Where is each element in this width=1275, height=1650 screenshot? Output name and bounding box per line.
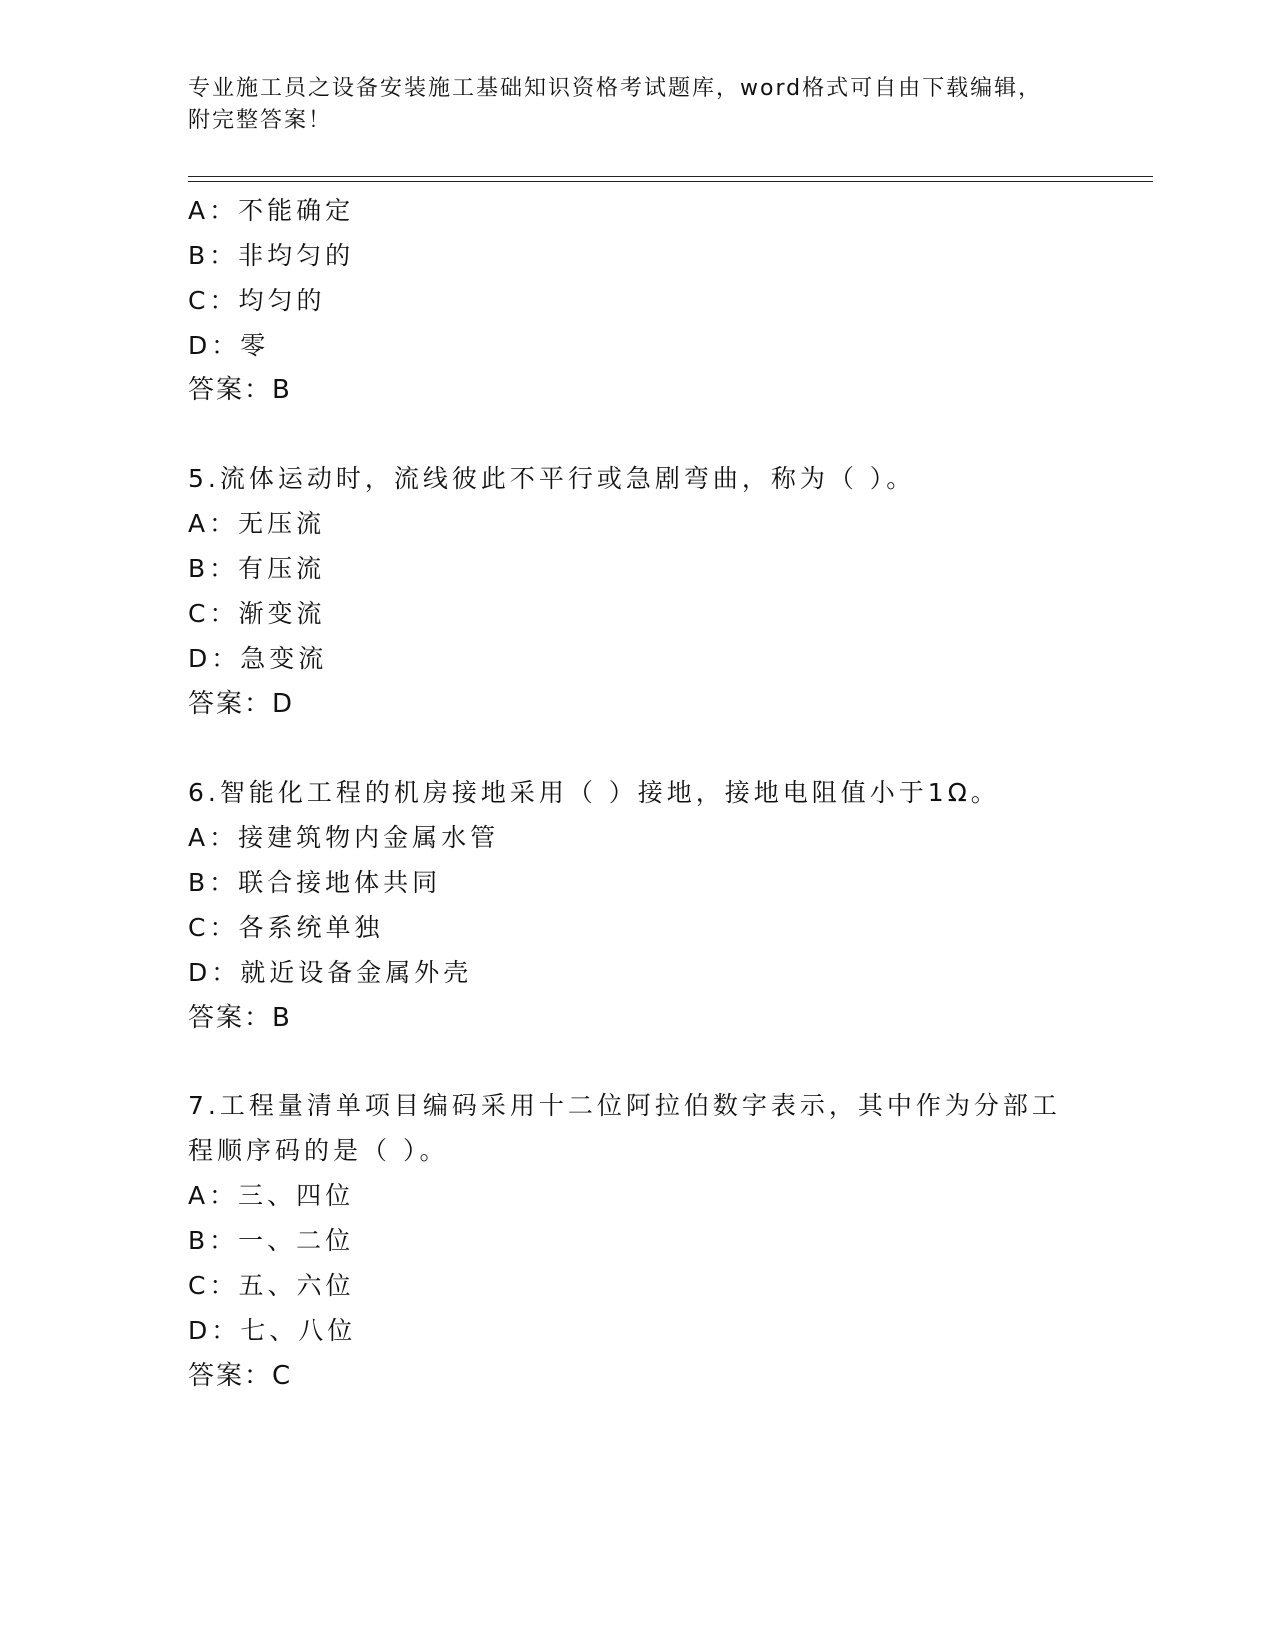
q4-answer bbox=[188, 373, 290, 407]
q5-option-b: B：有压流 bbox=[188, 554, 326, 583]
header-divider-bottom bbox=[188, 181, 1153, 182]
q5-question: 5.流体运动时，流线彼此不平行或急剧弯曲，称为（ ）。 bbox=[188, 464, 916, 493]
q6-option-c: C：各系统单独 bbox=[188, 913, 384, 942]
header-title-line-2: 附完整答案！ bbox=[188, 108, 333, 133]
header-title-line-1: 专业施工员之设备安装施工基础知识资格考试题库，word格式可自由下载编辑， bbox=[188, 76, 1043, 101]
q4-option-b: B：非均匀的 bbox=[188, 241, 355, 270]
q6-answer bbox=[188, 1001, 290, 1035]
q7-option-b: B：一、二位 bbox=[188, 1226, 355, 1255]
q5-option-d: D：急变流 bbox=[188, 644, 328, 673]
q4-option-c: C：均匀的 bbox=[188, 286, 326, 315]
q5-answer-label: 答案： bbox=[188, 689, 273, 719]
q6-option-d: D：就近设备金属外壳 bbox=[188, 958, 473, 987]
header-divider-top bbox=[188, 176, 1153, 177]
q5-option-c: C：渐变流 bbox=[188, 599, 326, 628]
q7-answer-value: C bbox=[272, 1361, 291, 1391]
q7-question-line-1: 7.工程量清单项目编码采用十二位阿拉伯数字表示，其中作为分部工 bbox=[188, 1091, 1061, 1120]
q5-answer bbox=[188, 687, 292, 721]
q4-option-a: A：不能确定 bbox=[188, 196, 355, 225]
q7-option-a: A：三、四位 bbox=[188, 1181, 355, 1210]
q5-answer-value: D bbox=[272, 689, 293, 719]
q6-option-b: B：联合接地体共同 bbox=[188, 868, 442, 897]
q4-answer-label: 答案： bbox=[188, 375, 273, 405]
q6-question: 6.智能化工程的机房接地采用（ ）接地，接地电阻值小于1Ω。 bbox=[188, 778, 1000, 807]
q6-option-a: A：接建筑物内金属水管 bbox=[188, 823, 500, 852]
q6-answer-value: B bbox=[272, 1003, 290, 1033]
q7-option-c: C：五、六位 bbox=[188, 1271, 355, 1300]
q5-option-a: A：无压流 bbox=[188, 509, 326, 538]
q7-answer bbox=[188, 1359, 290, 1393]
q7-answer-label: 答案： bbox=[188, 1361, 273, 1391]
q7-question-line-2: 程顺序码的是（ ）。 bbox=[188, 1136, 449, 1165]
q4-answer-value: B bbox=[272, 375, 290, 405]
q4-option-d: D：零 bbox=[188, 331, 270, 360]
q6-answer-label: 答案： bbox=[188, 1003, 273, 1033]
q7-option-d: D：七、八位 bbox=[188, 1316, 357, 1345]
